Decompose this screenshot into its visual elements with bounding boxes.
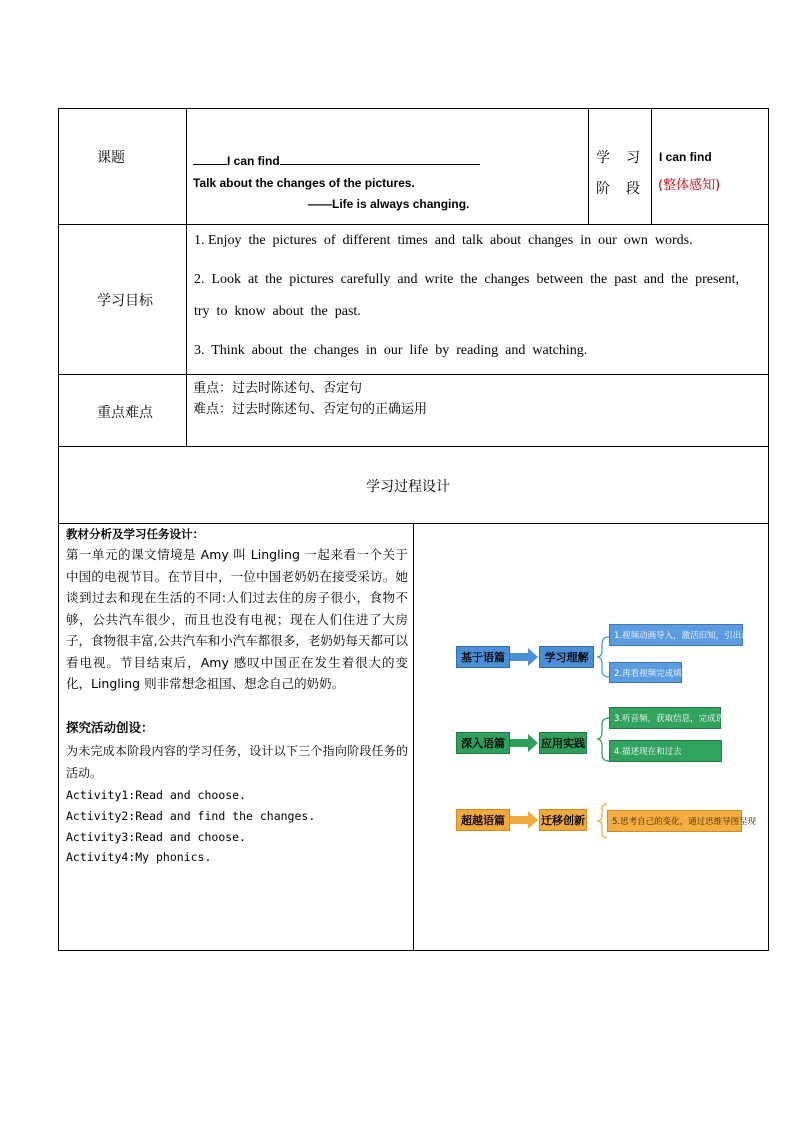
- goal-item-2-cont: try to know about the past.: [194, 304, 361, 319]
- topic-title-line: [193, 150, 480, 168]
- topic-slogan: ——Life is always changing.: [308, 197, 470, 211]
- table-rule: [58, 374, 769, 375]
- analysis-heading: 教材分析及学习任务设计：: [66, 527, 204, 541]
- stage-box-apply: 应用实践: [539, 732, 587, 754]
- table-rule: [413, 523, 414, 951]
- table-border-left: [58, 108, 59, 951]
- bracket-icon: [597, 637, 609, 677]
- stage-note: (整体感知): [658, 178, 721, 193]
- table-rule: [588, 108, 589, 225]
- stage-box-transfer: 迁移创新: [539, 809, 587, 831]
- keypoints-label: 重点难点: [97, 405, 153, 421]
- goals-label: 学习目标: [97, 293, 153, 309]
- stage-box-beyond: 超越语篇: [456, 809, 510, 831]
- task-box-1: 1.视频动画导入，激活旧知，引出话题: [609, 624, 743, 646]
- activity-intro: 为未完成本阶段内容的学习任务，设计以下三个指向阶段任务的活动。: [66, 744, 408, 780]
- bracket-icon: [597, 804, 607, 838]
- topic-subtitle: Talk about the changes of the pictures.: [193, 176, 415, 190]
- task-box-5: 5.思考自己的变化，通过思维导图呈现: [607, 810, 742, 832]
- topic-label: 课题: [97, 150, 125, 166]
- keypoint-difficulty: 难点：过去时陈述句、否定句的正确运用: [193, 402, 428, 417]
- task-box-3: 3.听音频，获取信息，完成选择: [609, 707, 721, 729]
- table-rule: [58, 224, 769, 225]
- bracket-icon: [597, 718, 609, 761]
- stage-label-line1: 学 习: [596, 150, 641, 166]
- process-title: 学习过程设计: [366, 479, 450, 495]
- activity-item-4: Activity4:My phonics.: [66, 850, 212, 864]
- stage-value: I can find: [659, 150, 712, 164]
- stage-label-line2: 阶 段: [596, 181, 641, 197]
- table-rule: [651, 108, 652, 225]
- analysis-paragraph: 第一单元的课文情境是 Amy 叫 Lingling 一起来看一个关于中国的电视节目。在节目中，一位中国老奶奶在接受采访。她谈到过去和现在生活的不同:人们过去住的房子很小，食物不够，公共汽车很少，而且也没有电视；现在人们住进了大房子，食物很丰富,公共汽车和小汽车都很多，老奶奶每天都可以看电视。节目结束后，Amy 感叹中国正在发生着很大的变化，Lingling 则非常想念祖国、想念自己的奶奶。: [66, 547, 408, 691]
- stage-box-deep: 深入语篇: [456, 732, 510, 754]
- arrow-right-icon: [510, 734, 538, 752]
- task-box-4: 4.描述现在和过去: [609, 740, 722, 762]
- goal-item-1: 1. Enjoy the pictures of different times and talk about changes in our own words.: [194, 233, 693, 248]
- topic-title: I can find: [227, 154, 280, 168]
- activity-heading: 探究活动创设：: [66, 720, 154, 735]
- table-rule: [58, 446, 769, 447]
- activity-item-1: Activity1:Read and choose.: [66, 788, 247, 802]
- stage-box-basic: 基于语篇: [456, 646, 510, 668]
- activity-item-3: Activity3:Read and choose.: [66, 830, 247, 844]
- table-border-top: [58, 108, 769, 109]
- activity-item-2: Activity2:Read and find the changes.: [66, 809, 316, 823]
- goal-item-2: 2. Look at the pictures carefully and write the changes between the past and the present,: [194, 272, 740, 287]
- table-border-right: [768, 108, 769, 951]
- table-rule: [186, 108, 187, 447]
- arrow-right-icon: [510, 811, 538, 829]
- arrow-right-icon: [510, 648, 538, 666]
- stage-box-understand: 学习理解: [539, 646, 594, 668]
- goal-item-3: 3. Think about the changes in our life by reading and watching.: [194, 343, 588, 358]
- task-box-2: 2.再看视频完成填空: [609, 662, 682, 683]
- keypoint-focus: 重点：过去时陈述句、否定句: [193, 381, 363, 396]
